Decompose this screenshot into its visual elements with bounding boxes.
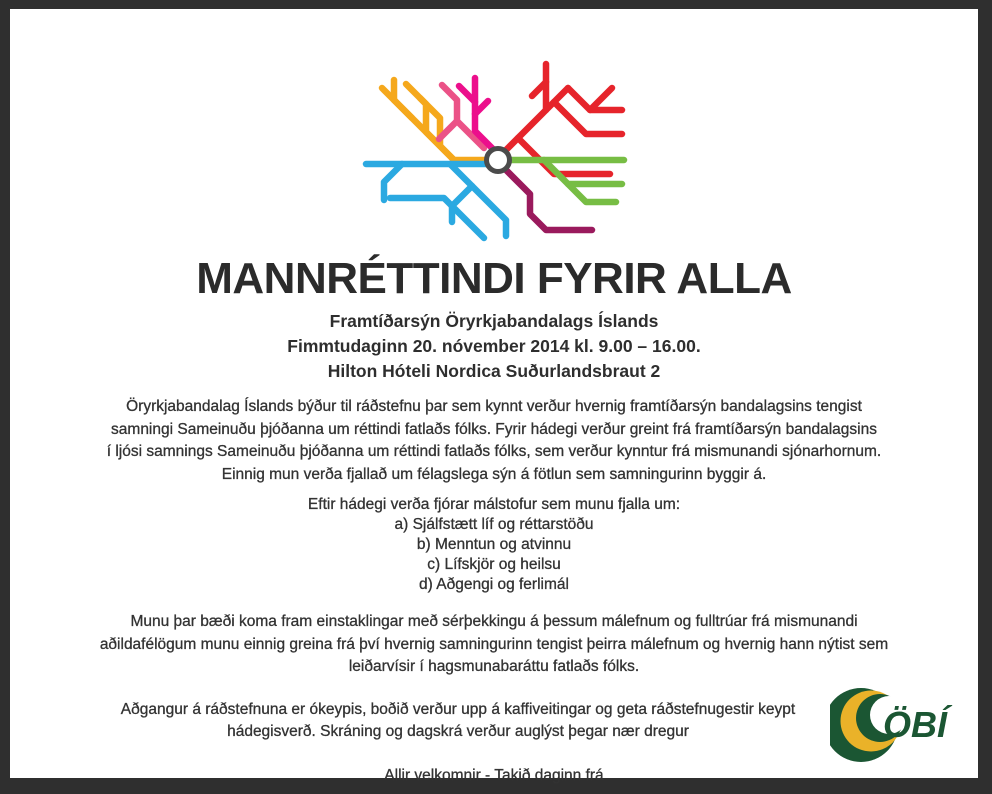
admission-line: Aðgangur á ráðstefnuna er ókeypis, boðið verður upp á kaffiveitingar og geta ráðstefnugestir keypt (120, 700, 796, 718)
admission-line: hádegisverð. Skráning og dagskrá verður auglýst þegar nær dregur (227, 723, 689, 740)
event-subtitle (10, 309, 978, 384)
speakers-paragraph (10, 611, 978, 679)
session-item-a: a) Sjálfstætt líf og réttarstöðu (394, 516, 594, 533)
sessions-intro: Eftir hádegi verða fjórar málstofur sem munu fjalla um: (307, 496, 681, 513)
closing-line: Allir velkomnir - Takið daginn frá (384, 766, 604, 784)
subtitle-organization: Framtíðarsýn Öryrkjabandalags Íslands (329, 311, 659, 331)
intro-line: í ljósi samnings Sameinuðu þjóðanna um réttindi fatlaðs fólks, sem verður kynntur frá mismunandi sjónarhornum. (106, 443, 882, 460)
metro-network-logo (354, 42, 634, 254)
intro-line: Öryrkjabandalag Íslands býður til ráðstefnu þar sem kynnt verður hvernig framtíðarsýn bandalagsins tengist (126, 398, 862, 415)
metro-network-logo-icon (354, 42, 634, 254)
hub-ring-icon (487, 149, 510, 172)
speakers-line: Munu þar bæði koma fram einstaklingar með sérþekkingu á þessum málefnum og fulltrúar frá mismunandi (130, 613, 858, 630)
obi-crescents-icon (830, 680, 956, 764)
intro-line: samningi Sameinuðu þjóðanna um réttindi fatlaðs fólks. Fyrir hádegi verður greint frá framtíðarsýn bandalagsins (111, 420, 877, 438)
obi-logo-text: ÖBÍ (883, 704, 948, 745)
session-item-b: b) Menntun og atvinnu (416, 536, 572, 553)
sessions-list (10, 495, 978, 595)
intro-paragraph (10, 396, 978, 486)
speakers-line: aðildafélögum munu einnig greina frá því hvernig samningurinn tengist þeirra málefnum og hvernig hann nýtist sem (99, 635, 889, 653)
page-title: MANNRÉTTINDI FYRIR ALLA (196, 254, 792, 303)
conference-poster (10, 9, 978, 784)
intro-line: Einnig mun verða fjallað um félagslega sýn á fötlun sem samningurinn byggir á. (221, 465, 767, 483)
session-item-d: d) Aðgengi og ferlimál (419, 576, 569, 593)
obi-logo (830, 680, 956, 764)
admission-paragraph (10, 699, 906, 744)
subtitle-datetime: Fimmtudaginn 20. nóvember 2014 kl. 9.00 – 16.00. (287, 336, 701, 356)
subtitle-venue: Hilton Hóteli Nordica Suðurlandsbraut 2 (327, 361, 661, 381)
session-item-c: c) Lífskjör og heilsu (427, 556, 561, 573)
speakers-line: leiðarvísir í hagsmunabaráttu fatlaðs fólks. (348, 658, 640, 675)
